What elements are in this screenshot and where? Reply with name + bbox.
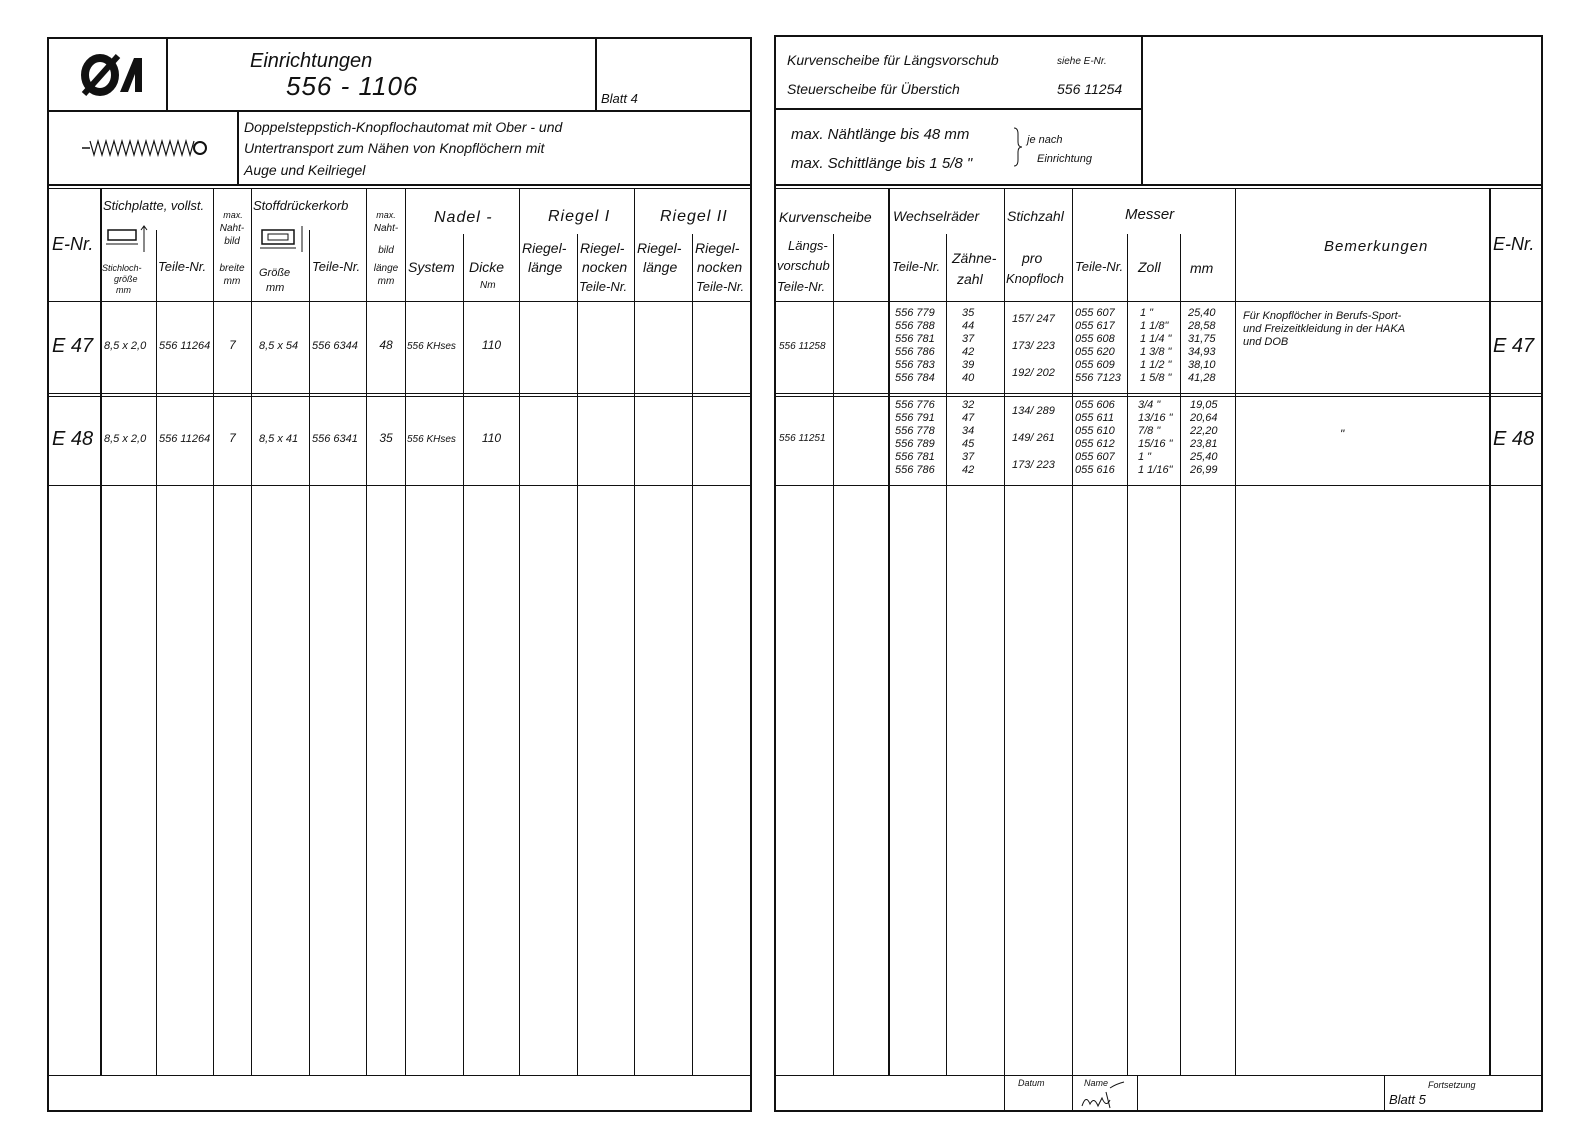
cell: 35 bbox=[962, 307, 975, 319]
col-stichplatte: Stichplatte, vollst. bbox=[103, 198, 205, 213]
col-stichloch-groesse: größe bbox=[114, 274, 138, 284]
col-messer-teile: Teile-Nr. bbox=[1075, 259, 1124, 274]
right-line-1-note: siehe E-Nr. bbox=[1057, 56, 1107, 67]
cell: 39 bbox=[962, 359, 975, 371]
col-laenge-naht: Naht- bbox=[373, 223, 399, 234]
brace-icon bbox=[1012, 126, 1024, 168]
row-e47-stichloch: 8,5 x 2,0 bbox=[104, 340, 147, 352]
cell: 556 778 bbox=[895, 425, 935, 437]
cell: 40 bbox=[962, 372, 975, 384]
description-line-3: Auge und Keilriegel bbox=[244, 162, 366, 178]
row-e48-breite: 7 bbox=[229, 431, 236, 445]
description-line-2: Untertransport zum Nähen von Knopflöchern mit bbox=[244, 140, 545, 156]
row-e47-dicke: 110 bbox=[481, 338, 502, 352]
cell: 32 bbox=[962, 399, 975, 411]
cell: 556 7123 bbox=[1075, 372, 1121, 384]
col-nadel-dicke: Dicke bbox=[469, 259, 505, 275]
col-breite-naht: Naht- bbox=[219, 223, 245, 234]
row-e47-messer-teile bbox=[1075, 307, 1121, 385]
cell: 47 bbox=[962, 412, 975, 424]
col-r1-nocken-a: Riegel- bbox=[580, 240, 625, 256]
col-r2-nocken-a: Riegel- bbox=[695, 240, 740, 256]
description-line-1: Doppelsteppstich-Knopflochautomat mit Ober - und bbox=[244, 119, 563, 135]
row-e47-breite: 7 bbox=[229, 338, 236, 352]
cell: 37 bbox=[962, 451, 975, 463]
cell: 23,81 bbox=[1190, 438, 1218, 450]
col-r2-laenge-b: länge bbox=[643, 259, 678, 275]
col-korb-groesse: Größe bbox=[259, 267, 291, 279]
signature bbox=[1080, 1080, 1130, 1110]
cell: 25,40 bbox=[1190, 451, 1218, 463]
row-e47-bemerkung bbox=[1243, 310, 1405, 349]
cell: und DOB bbox=[1243, 336, 1289, 348]
col-nadel-nm: Nm bbox=[480, 280, 496, 291]
footer-name: Name bbox=[1084, 1078, 1109, 1088]
col-kurven-teile: Teile-Nr. bbox=[777, 279, 826, 294]
footer-datum: Datum bbox=[1018, 1078, 1045, 1088]
row-e47-stichzahl-3: 192/ 202 bbox=[1012, 367, 1055, 379]
cell: 1 1/4 " bbox=[1140, 333, 1172, 345]
cell: 25,40 bbox=[1188, 307, 1216, 319]
row-e48-messer-teile bbox=[1075, 399, 1115, 477]
cell: 055 616 bbox=[1075, 464, 1115, 476]
header-number: 556 - 1106 bbox=[286, 71, 419, 101]
cell: 42 bbox=[962, 346, 975, 358]
cell: 556 781 bbox=[895, 333, 935, 345]
row-e47-mm bbox=[1188, 307, 1216, 385]
cell: 556 781 bbox=[895, 451, 935, 463]
row-e48-groesse: 8,5 x 41 bbox=[259, 433, 299, 445]
col-pro: pro bbox=[1022, 250, 1043, 266]
row-e47-zoll bbox=[1140, 307, 1171, 385]
col-zaehne: Zähne- bbox=[952, 250, 997, 266]
col-zahl: zahl bbox=[957, 271, 983, 287]
cell: 31,75 bbox=[1188, 333, 1216, 345]
cell: 7/8 " bbox=[1138, 425, 1161, 437]
einrichtung: Einrichtung bbox=[1037, 153, 1093, 165]
col-breite-max: max. bbox=[223, 210, 243, 220]
logo bbox=[80, 52, 142, 98]
cell: 556 791 bbox=[895, 412, 935, 424]
cell: 556 786 bbox=[895, 464, 935, 476]
cell: 1 5/8 " bbox=[1140, 372, 1172, 384]
col-breite-bild: bild bbox=[224, 236, 240, 247]
cell: 556 789 bbox=[895, 438, 935, 450]
col-r1-nocken-c: Teile-Nr. bbox=[579, 279, 628, 294]
col-riegel-2: Riegel II bbox=[660, 208, 728, 225]
col-kurvenscheibe: Kurvenscheibe bbox=[779, 209, 872, 225]
col-knopfloch: Knopfloch bbox=[1006, 271, 1064, 286]
footer-next-sheet: Blatt 5 bbox=[1389, 1092, 1426, 1107]
cell: 1 1/8" bbox=[1140, 320, 1169, 332]
row-e48-system: 556 KHses bbox=[407, 434, 456, 445]
cell: 19,05 bbox=[1190, 399, 1218, 411]
col-laengs: Längs- bbox=[788, 238, 828, 253]
col-wechsel-teile: Teile-Nr. bbox=[892, 259, 941, 274]
cell: 556 788 bbox=[895, 320, 935, 332]
cell: 055 608 bbox=[1075, 333, 1115, 345]
col-r2-nocken-b: nocken bbox=[697, 259, 743, 275]
col-mm: mm bbox=[1190, 260, 1214, 276]
cell: und Freizeitkleidung in der HAKA bbox=[1243, 323, 1406, 335]
col-stichzahl: Stichzahl bbox=[1007, 208, 1064, 224]
row-e47-system: 556 KHses bbox=[407, 341, 456, 352]
row-e48-dicke: 110 bbox=[481, 431, 502, 445]
row-e48-wechsel-teile bbox=[895, 399, 935, 477]
cell: 055 611 bbox=[1075, 412, 1114, 424]
cell: 055 610 bbox=[1075, 425, 1115, 437]
row-e48-enr-right: E 48 bbox=[1493, 428, 1535, 450]
col-bemerkungen: Bemerkungen bbox=[1324, 238, 1429, 255]
col-laenge-laenge: länge bbox=[373, 263, 399, 274]
buttonhole-seam-icon bbox=[80, 137, 210, 159]
col-korb-mm: mm bbox=[266, 282, 285, 294]
col-stoffdruecker: Stoffdrückerkorb bbox=[253, 198, 349, 213]
col-enr-right: E-Nr. bbox=[1493, 234, 1535, 254]
cell: 41,28 bbox=[1188, 372, 1216, 384]
col-laenge-mm: mm bbox=[377, 276, 395, 287]
cell: 556 776 bbox=[895, 399, 935, 411]
row-e48-zoll bbox=[1138, 399, 1173, 477]
row-e48-zaehne bbox=[962, 399, 974, 477]
cell: 1 " bbox=[1140, 307, 1154, 319]
col-breite-mm: mm bbox=[223, 276, 241, 287]
cell: 26,99 bbox=[1190, 464, 1218, 476]
cell: 556 786 bbox=[895, 346, 935, 358]
max-schnitt: max. Schittlänge bis 1 5/8 " bbox=[791, 155, 973, 172]
col-stichloch-mm: mm bbox=[116, 285, 131, 295]
cell: 055 607 bbox=[1075, 307, 1115, 319]
row-e47-stichzahl-2: 173/ 223 bbox=[1012, 340, 1055, 352]
stichloch-icon bbox=[106, 224, 150, 254]
cell: 556 779 bbox=[895, 307, 935, 319]
col-zoll: Zoll bbox=[1138, 259, 1161, 275]
cell: 28,58 bbox=[1188, 320, 1216, 332]
cell: 1 " bbox=[1138, 451, 1152, 463]
row-e48-stichzahl-1: 134/ 289 bbox=[1012, 405, 1055, 417]
row-e48-stichloch: 8,5 x 2,0 bbox=[104, 433, 147, 445]
col-enr-left: E-Nr. bbox=[52, 234, 94, 254]
col-vorschub: vorschub bbox=[777, 258, 830, 273]
cell: 22,20 bbox=[1190, 425, 1218, 437]
row-e48-stichplatte-teil: 556 11264 bbox=[159, 433, 211, 445]
cell: 44 bbox=[962, 320, 975, 332]
cell: 45 bbox=[962, 438, 975, 450]
cell: 055 612 bbox=[1075, 438, 1115, 450]
row-e47-laenge: 48 bbox=[379, 338, 393, 352]
cell: 38,10 bbox=[1188, 359, 1216, 371]
col-r2-nocken-c: Teile-Nr. bbox=[696, 279, 745, 294]
row-e47-stichzahl-1: 157/ 247 bbox=[1012, 313, 1055, 325]
je-nach: je nach bbox=[1027, 134, 1063, 146]
row-e48-korb-teil: 556 6341 bbox=[312, 433, 358, 445]
row-e48-bemerkung: " bbox=[1340, 427, 1345, 441]
cell: 37 bbox=[962, 333, 975, 345]
cell: 055 620 bbox=[1075, 346, 1115, 358]
row-e47-stichplatte-teil: 556 11264 bbox=[159, 340, 211, 352]
row-e47-enr: E 47 bbox=[52, 335, 94, 357]
row-e47-groesse: 8,5 x 54 bbox=[259, 340, 299, 352]
cell: 13/16 " bbox=[1138, 412, 1173, 424]
cell: 556 783 bbox=[895, 359, 935, 371]
cell: 1 3/8 " bbox=[1140, 346, 1172, 358]
max-naht: max. Nähtlänge bis 48 mm bbox=[791, 126, 970, 143]
right-line-2: Steuerscheibe für Überstich bbox=[787, 81, 960, 97]
col-wechselraeder: Wechselräder bbox=[893, 208, 980, 224]
footer-fortsetzung: Fortsetzung bbox=[1428, 1080, 1476, 1090]
col-messer: Messer bbox=[1125, 206, 1175, 223]
cell: 055 609 bbox=[1075, 359, 1115, 371]
cell: 20,64 bbox=[1190, 412, 1218, 424]
row-e48-laenge: 35 bbox=[379, 431, 393, 445]
cell: 34 bbox=[962, 425, 975, 437]
col-laenge-max: max. bbox=[376, 210, 396, 220]
stoffdruecker-icon bbox=[258, 222, 308, 254]
row-e47-enr-right: E 47 bbox=[1493, 335, 1535, 357]
cell: 556 784 bbox=[895, 372, 935, 384]
row-e47-zaehne bbox=[962, 307, 974, 385]
col-nadel: Nadel - bbox=[434, 209, 493, 226]
col-korb-teile: Teile-Nr. bbox=[312, 259, 361, 274]
sheet-label: Blatt 4 bbox=[601, 91, 638, 106]
cell: Für Knopflöcher in Berufs-Sport- bbox=[1243, 310, 1402, 322]
col-r1-nocken-b: nocken bbox=[582, 259, 628, 275]
col-stichplatte-teile: Teile-Nr. bbox=[158, 259, 207, 274]
col-breite-breite: breite bbox=[219, 263, 245, 274]
col-laenge-bild: bild bbox=[378, 245, 394, 256]
col-stichloch: Stichloch- bbox=[102, 263, 142, 273]
col-r1-laenge-a: Riegel- bbox=[522, 240, 567, 256]
cell: 3/4 " bbox=[1138, 399, 1161, 411]
cell: 055 617 bbox=[1075, 320, 1115, 332]
col-r2-laenge-a: Riegel- bbox=[637, 240, 682, 256]
cell: 15/16 " bbox=[1138, 438, 1173, 450]
cell: 34,93 bbox=[1188, 346, 1216, 358]
cell: 1 1/2 " bbox=[1140, 359, 1172, 371]
row-e48-enr: E 48 bbox=[52, 428, 94, 450]
row-e48-mm bbox=[1190, 399, 1218, 477]
header-title: Einrichtungen bbox=[250, 50, 373, 72]
row-e48-kurven-teil: 556 11251 bbox=[779, 433, 826, 444]
cell: 42 bbox=[962, 464, 975, 476]
right-line-1: Kurvenscheibe für Längsvorschub bbox=[787, 52, 999, 68]
right-line-2-value: 556 11254 bbox=[1057, 81, 1123, 97]
col-nadel-system: System bbox=[408, 259, 455, 275]
row-e48-stichzahl-2: 149/ 261 bbox=[1012, 432, 1055, 444]
col-riegel-1: Riegel I bbox=[548, 208, 611, 225]
row-e47-kurven-teil: 556 11258 bbox=[779, 341, 826, 352]
row-e47-wechsel-teile bbox=[895, 307, 935, 385]
col-r1-laenge-b: länge bbox=[528, 259, 563, 275]
cell: 055 607 bbox=[1075, 451, 1115, 463]
cell: 055 606 bbox=[1075, 399, 1115, 411]
cell: 1 1/16" bbox=[1138, 464, 1173, 476]
row-e48-stichzahl-3: 173/ 223 bbox=[1012, 459, 1055, 471]
row-e47-korb-teil: 556 6344 bbox=[312, 340, 358, 352]
